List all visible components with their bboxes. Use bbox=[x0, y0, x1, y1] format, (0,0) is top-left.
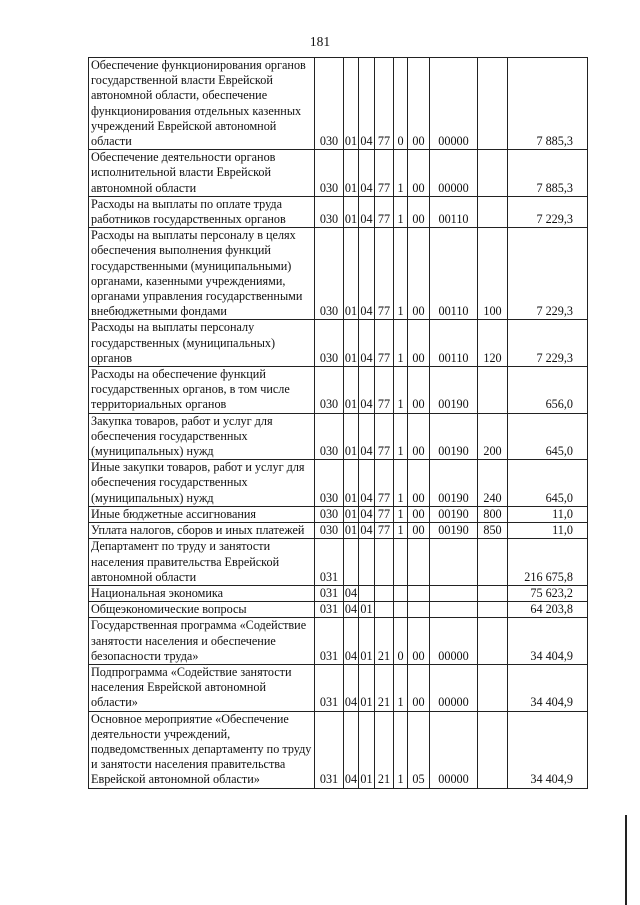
row-program-code: 77 bbox=[375, 196, 394, 227]
row-admin-code: 030 bbox=[315, 150, 344, 197]
row-subprogram-code: 1 bbox=[394, 711, 408, 788]
row-direction-code: 00000 bbox=[430, 618, 478, 665]
row-direction-code: 00190 bbox=[430, 506, 478, 522]
row-expense-type-code: 200 bbox=[478, 413, 508, 460]
row-subprogram-code: 1 bbox=[394, 460, 408, 507]
row-subprogram-code bbox=[394, 585, 408, 601]
row-subsection-code: 04 bbox=[359, 367, 375, 414]
row-expense-type-code bbox=[478, 711, 508, 788]
row-expense-type-code: 240 bbox=[478, 460, 508, 507]
row-amount: 645,0 bbox=[508, 413, 588, 460]
table-row bbox=[89, 602, 588, 618]
row-activity-code: 00 bbox=[408, 58, 430, 150]
row-admin-code: 030 bbox=[315, 320, 344, 367]
row-program-code: 77 bbox=[375, 523, 394, 539]
row-admin-code: 030 bbox=[315, 58, 344, 150]
row-expense-type-code bbox=[478, 367, 508, 414]
row-program-code: 77 bbox=[375, 228, 394, 320]
row-name: Общеэкономические вопросы bbox=[89, 602, 315, 618]
row-subsection-code bbox=[359, 585, 375, 601]
row-name: Иные закупки товаров, работ и услуг для обеспечения государственных (муниципальных) нужд bbox=[89, 460, 315, 507]
row-direction-code: 00110 bbox=[430, 320, 478, 367]
row-section-code: 04 bbox=[344, 664, 359, 711]
row-amount: 64 203,8 bbox=[508, 602, 588, 618]
row-subsection-code: 04 bbox=[359, 228, 375, 320]
row-program-code: 77 bbox=[375, 413, 394, 460]
scan-edge-mark bbox=[625, 815, 627, 905]
row-admin-code: 031 bbox=[315, 618, 344, 665]
row-program-code: 77 bbox=[375, 367, 394, 414]
row-expense-type-code: 120 bbox=[478, 320, 508, 367]
row-program-code: 77 bbox=[375, 506, 394, 522]
row-direction-code: 00190 bbox=[430, 413, 478, 460]
row-activity-code: 00 bbox=[408, 664, 430, 711]
row-expense-type-code: 850 bbox=[478, 523, 508, 539]
row-subsection-code: 01 bbox=[359, 664, 375, 711]
row-direction-code: 00190 bbox=[430, 367, 478, 414]
row-expense-type-code: 800 bbox=[478, 506, 508, 522]
row-subsection-code: 01 bbox=[359, 711, 375, 788]
row-amount: 7 885,3 bbox=[508, 58, 588, 150]
row-section-code: 01 bbox=[344, 58, 359, 150]
row-program-code bbox=[375, 539, 394, 586]
row-section-code: 01 bbox=[344, 506, 358, 521]
row-amount: 216 675,8 bbox=[508, 539, 588, 586]
table-row bbox=[89, 618, 588, 665]
table-row bbox=[89, 523, 588, 539]
row-amount: 7 229,3 bbox=[508, 228, 588, 320]
row-section-code: 01 bbox=[344, 413, 359, 460]
row-subprogram-code: 1 bbox=[394, 523, 408, 539]
table-row bbox=[89, 150, 588, 197]
row-admin-code: 031 bbox=[315, 585, 344, 601]
row-name: Обеспечение деятельности органов исполнительной власти Еврейской автономной области bbox=[89, 150, 315, 197]
page-number: 181 bbox=[309, 34, 331, 49]
row-subprogram-code bbox=[394, 602, 408, 618]
row-activity-code: 00 bbox=[408, 320, 430, 367]
row-subprogram-code: 1 bbox=[394, 150, 408, 197]
row-direction-code: 00110 bbox=[430, 228, 478, 320]
row-amount: 7 229,3 bbox=[508, 196, 588, 227]
row-name: Подпрограмма «Содействие занятости населения Еврейской автономной области» bbox=[89, 664, 315, 711]
row-direction-code bbox=[430, 585, 478, 601]
row-section-code: 01 bbox=[344, 320, 359, 367]
row-activity-code: 00 bbox=[408, 523, 430, 539]
table-row bbox=[89, 413, 588, 460]
row-name: Уплата налогов, сборов и иных платежей bbox=[89, 523, 315, 539]
row-amount: 34 404,9 bbox=[508, 664, 588, 711]
row-name: Обеспечение функционирования органов государственной власти Еврейской автономной области, обеспечение функционирования отдельных казенных учреждений Еврейской автономной области bbox=[89, 58, 315, 150]
row-admin-code: 031 bbox=[315, 664, 344, 711]
row-section-code: 01 bbox=[344, 196, 359, 227]
row-section-code: 04 bbox=[344, 711, 359, 788]
row-section-code: 01 bbox=[344, 228, 359, 320]
row-subsection-code: 04 bbox=[359, 320, 375, 367]
row-program-code: 77 bbox=[375, 58, 394, 150]
table-row bbox=[89, 711, 588, 788]
row-expense-type-code bbox=[478, 150, 508, 197]
row-subsection-code: 04 bbox=[360, 506, 373, 521]
row-admin-code: 030 bbox=[315, 460, 344, 507]
row-amount: 7 229,3 bbox=[508, 320, 588, 367]
budget-table-body bbox=[89, 58, 588, 789]
row-subprogram-code: 1 bbox=[394, 320, 408, 367]
row-admin-code: 030 bbox=[315, 228, 344, 320]
row-subprogram-code: 1 bbox=[394, 196, 408, 227]
row-admin-code: 031 bbox=[315, 539, 344, 586]
row-direction-code: 00000 bbox=[430, 711, 478, 788]
row-section-code: 04 bbox=[344, 618, 359, 665]
row-activity-code: 00 bbox=[408, 228, 430, 320]
row-amount: 34 404,9 bbox=[508, 711, 588, 788]
row-amount: 7 885,3 bbox=[508, 150, 588, 197]
row-subprogram-code: 0 bbox=[394, 58, 408, 150]
row-name: Иные бюджетные ассигнования bbox=[89, 506, 315, 522]
table-row bbox=[89, 585, 588, 601]
row-name: Национальная экономика bbox=[89, 585, 315, 601]
table-row bbox=[89, 460, 588, 507]
row-direction-code: 00190 bbox=[430, 523, 478, 539]
row-program-code: 21 bbox=[375, 618, 394, 665]
row-expense-type-code bbox=[478, 539, 508, 586]
row-name: Государственная программа «Содействие занятости населения и обеспечение безопасности труда» bbox=[89, 618, 315, 665]
row-section-code: 04 bbox=[344, 602, 358, 617]
row-expense-type-code bbox=[478, 196, 508, 227]
row-expense-type-code: 100 bbox=[478, 228, 508, 320]
row-activity-code: 05 bbox=[408, 711, 430, 788]
row-direction-code: 00190 bbox=[430, 460, 478, 507]
row-expense-type-code bbox=[478, 618, 508, 665]
row-subsection-code: 04 bbox=[359, 413, 375, 460]
row-amount: 11,0 bbox=[508, 523, 588, 539]
row-subprogram-code: 1 bbox=[394, 506, 408, 522]
row-section-code: 01 bbox=[344, 367, 359, 414]
row-activity-code: 00 bbox=[408, 367, 430, 414]
row-name: Расходы на выплаты персоналу в целях обеспечения выполнения функций государственными (муниципальными) органами, казенными учреждениями, органами управления государственными внебюджетными фондами bbox=[89, 228, 315, 320]
table-row bbox=[89, 228, 588, 320]
row-section-code: 01 bbox=[344, 150, 359, 197]
row-admin-code: 030 bbox=[315, 196, 344, 227]
table-row bbox=[89, 196, 588, 227]
row-section-code: 01 bbox=[344, 523, 358, 538]
row-subsection-code: 01 bbox=[359, 618, 375, 665]
row-program-code: 77 bbox=[375, 320, 394, 367]
row-subsection-code: 04 bbox=[359, 150, 375, 197]
row-program-code: 77 bbox=[375, 460, 394, 507]
row-admin-code: 031 bbox=[315, 711, 344, 788]
row-direction-code bbox=[430, 539, 478, 586]
row-subprogram-code: 1 bbox=[394, 664, 408, 711]
row-activity-code: 00 bbox=[408, 413, 430, 460]
row-direction-code: 00000 bbox=[430, 664, 478, 711]
row-section-code: 04 bbox=[344, 585, 358, 600]
row-admin-code: 030 bbox=[315, 506, 344, 522]
row-subsection-code: 04 bbox=[359, 196, 375, 227]
row-program-code: 21 bbox=[375, 711, 394, 788]
row-name: Расходы на выплаты персоналу государственных (муниципальных) органов bbox=[89, 320, 315, 367]
row-subprogram-code bbox=[394, 539, 408, 586]
row-name: Закупка товаров, работ и услуг для обеспечения государственных (муниципальных) нужд bbox=[89, 413, 315, 460]
row-program-code: 21 bbox=[375, 664, 394, 711]
row-amount: 11,0 bbox=[508, 506, 588, 522]
row-direction-code bbox=[430, 602, 478, 618]
row-admin-code: 031 bbox=[315, 602, 344, 618]
row-activity-code: 00 bbox=[408, 618, 430, 665]
row-amount: 34 404,9 bbox=[508, 618, 588, 665]
row-name: Расходы на обеспечение функций государственных органов, в том числе территориальных органов bbox=[89, 367, 315, 414]
row-subsection-code: 04 bbox=[359, 460, 375, 507]
row-activity-code bbox=[408, 585, 430, 601]
row-expense-type-code bbox=[478, 664, 508, 711]
table-row bbox=[89, 506, 588, 522]
row-activity-code: 00 bbox=[408, 196, 430, 227]
table-row bbox=[89, 367, 588, 414]
row-name: Департамент по труду и занятости населения правительства Еврейской автономной области bbox=[89, 539, 315, 586]
row-activity-code bbox=[408, 539, 430, 586]
table-row bbox=[89, 664, 588, 711]
row-section-code: 01 bbox=[344, 460, 359, 507]
row-name: Основное мероприятие «Обеспечение деятельности учреждений, подведомственных департаменту по труду и занятости населения правительства Еврейской автономной области» bbox=[89, 711, 315, 788]
row-program-code bbox=[375, 585, 394, 601]
row-direction-code: 00000 bbox=[430, 150, 478, 197]
row-section-code bbox=[344, 539, 359, 586]
row-activity-code bbox=[408, 602, 430, 618]
row-expense-type-code bbox=[478, 602, 508, 618]
row-subsection-code: 04 bbox=[360, 523, 373, 538]
row-admin-code: 030 bbox=[315, 367, 344, 414]
row-activity-code: 00 bbox=[408, 150, 430, 197]
row-expense-type-code bbox=[478, 58, 508, 150]
row-program-code: 77 bbox=[375, 150, 394, 197]
table-row bbox=[89, 58, 588, 150]
row-direction-code: 00110 bbox=[430, 196, 478, 227]
row-program-code bbox=[375, 602, 394, 618]
row-amount: 645,0 bbox=[508, 460, 588, 507]
table-row bbox=[89, 539, 588, 586]
row-subprogram-code: 1 bbox=[394, 367, 408, 414]
row-activity-code: 00 bbox=[408, 460, 430, 507]
row-direction-code: 00000 bbox=[430, 58, 478, 150]
row-amount: 656,0 bbox=[508, 367, 588, 414]
row-subsection-code bbox=[359, 539, 375, 586]
row-subsection-code: 01 bbox=[360, 602, 373, 617]
table-row bbox=[89, 320, 588, 367]
row-subprogram-code: 1 bbox=[394, 228, 408, 320]
budget-table bbox=[88, 57, 588, 789]
row-subsection-code: 04 bbox=[359, 58, 375, 150]
row-subprogram-code: 1 bbox=[394, 413, 408, 460]
row-subprogram-code: 0 bbox=[394, 618, 408, 665]
row-name: Расходы на выплаты по оплате труда работников государственных органов bbox=[89, 196, 315, 227]
row-expense-type-code bbox=[478, 585, 508, 601]
row-admin-code: 030 bbox=[315, 523, 344, 539]
row-admin-code: 030 bbox=[315, 413, 344, 460]
row-amount: 75 623,2 bbox=[508, 585, 588, 601]
row-activity-code: 00 bbox=[408, 506, 430, 522]
